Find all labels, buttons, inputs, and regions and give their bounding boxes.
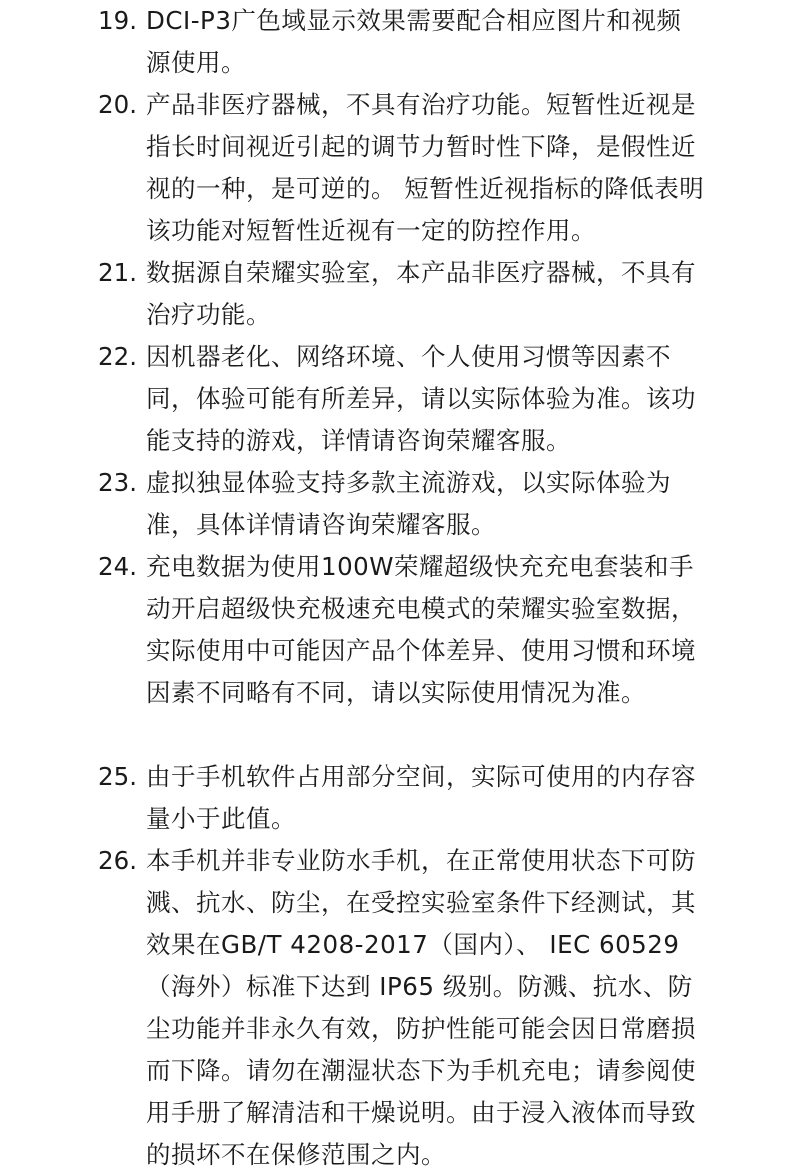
footnote-text: 产品非医疗器械，不具有治疗功能。短暂性近视是指长时间视近引起的调节力暂时性下降，是假性近视的一种，是可逆的。 短暂性近视指标的降低表明该功能对短暂性近视有一定的防控作用。: [146, 90, 705, 245]
footnote-number: 24.: [98, 552, 137, 581]
footnote-number: 26.: [98, 846, 137, 875]
footnote-text: 由于手机软件占用部分空间，实际可使用的内存容量小于此值。: [146, 762, 696, 833]
footnote-number: 21.: [98, 258, 137, 287]
footnote-text: 虚拟独显体验支持多款主流游戏，以实际体验为准，具体详情请咨询荣耀客服。: [146, 468, 671, 539]
footnote-text: 充电数据为使用100W荣耀超级快充充电套装和手动开启超级快充极速充电模式的荣耀实验室数据，实际使用中可能因产品个体差异、使用习惯和环境因素不同略有不同，请以实际使用情况为准。: [146, 552, 696, 707]
footnote-text: 因机器老化、网络环境、个人使用习惯等因素不同，体验可能有所差异，请以实际体验为准。该功能支持的游戏，详情请咨询荣耀客服。: [146, 342, 696, 455]
footnote-text: 本手机并非专业防水手机，在正常使用状态下可防溅、抗水、防尘，在受控实验室条件下经测试，其效果在GB/T 4208-2017（国内）、 IEC 60529（海外）标准下达到 IP65 级别。防溅、抗水、防尘功能并非永久有效，防护性能可能会因日常磨损而下降。请勿在潮湿状态下为手机充电；请参阅使用手册了解清洁和干燥说明。由于浸入液体而导致的损坏不在保修范围之内。: [146, 846, 696, 1169]
footnote-number: 22.: [98, 342, 137, 371]
footnote-number: 23.: [98, 468, 137, 497]
footnote-text: DCI-P3广色域显示效果需要配合相应图片和视频源使用。: [146, 6, 682, 77]
footnote-text: 数据源自荣耀实验室，本产品非医疗器械，不具有治疗功能。: [146, 258, 696, 329]
footnote-number: 25.: [98, 762, 137, 791]
footnote-number: 19.: [98, 6, 137, 35]
footnote-number: 20.: [98, 90, 137, 119]
